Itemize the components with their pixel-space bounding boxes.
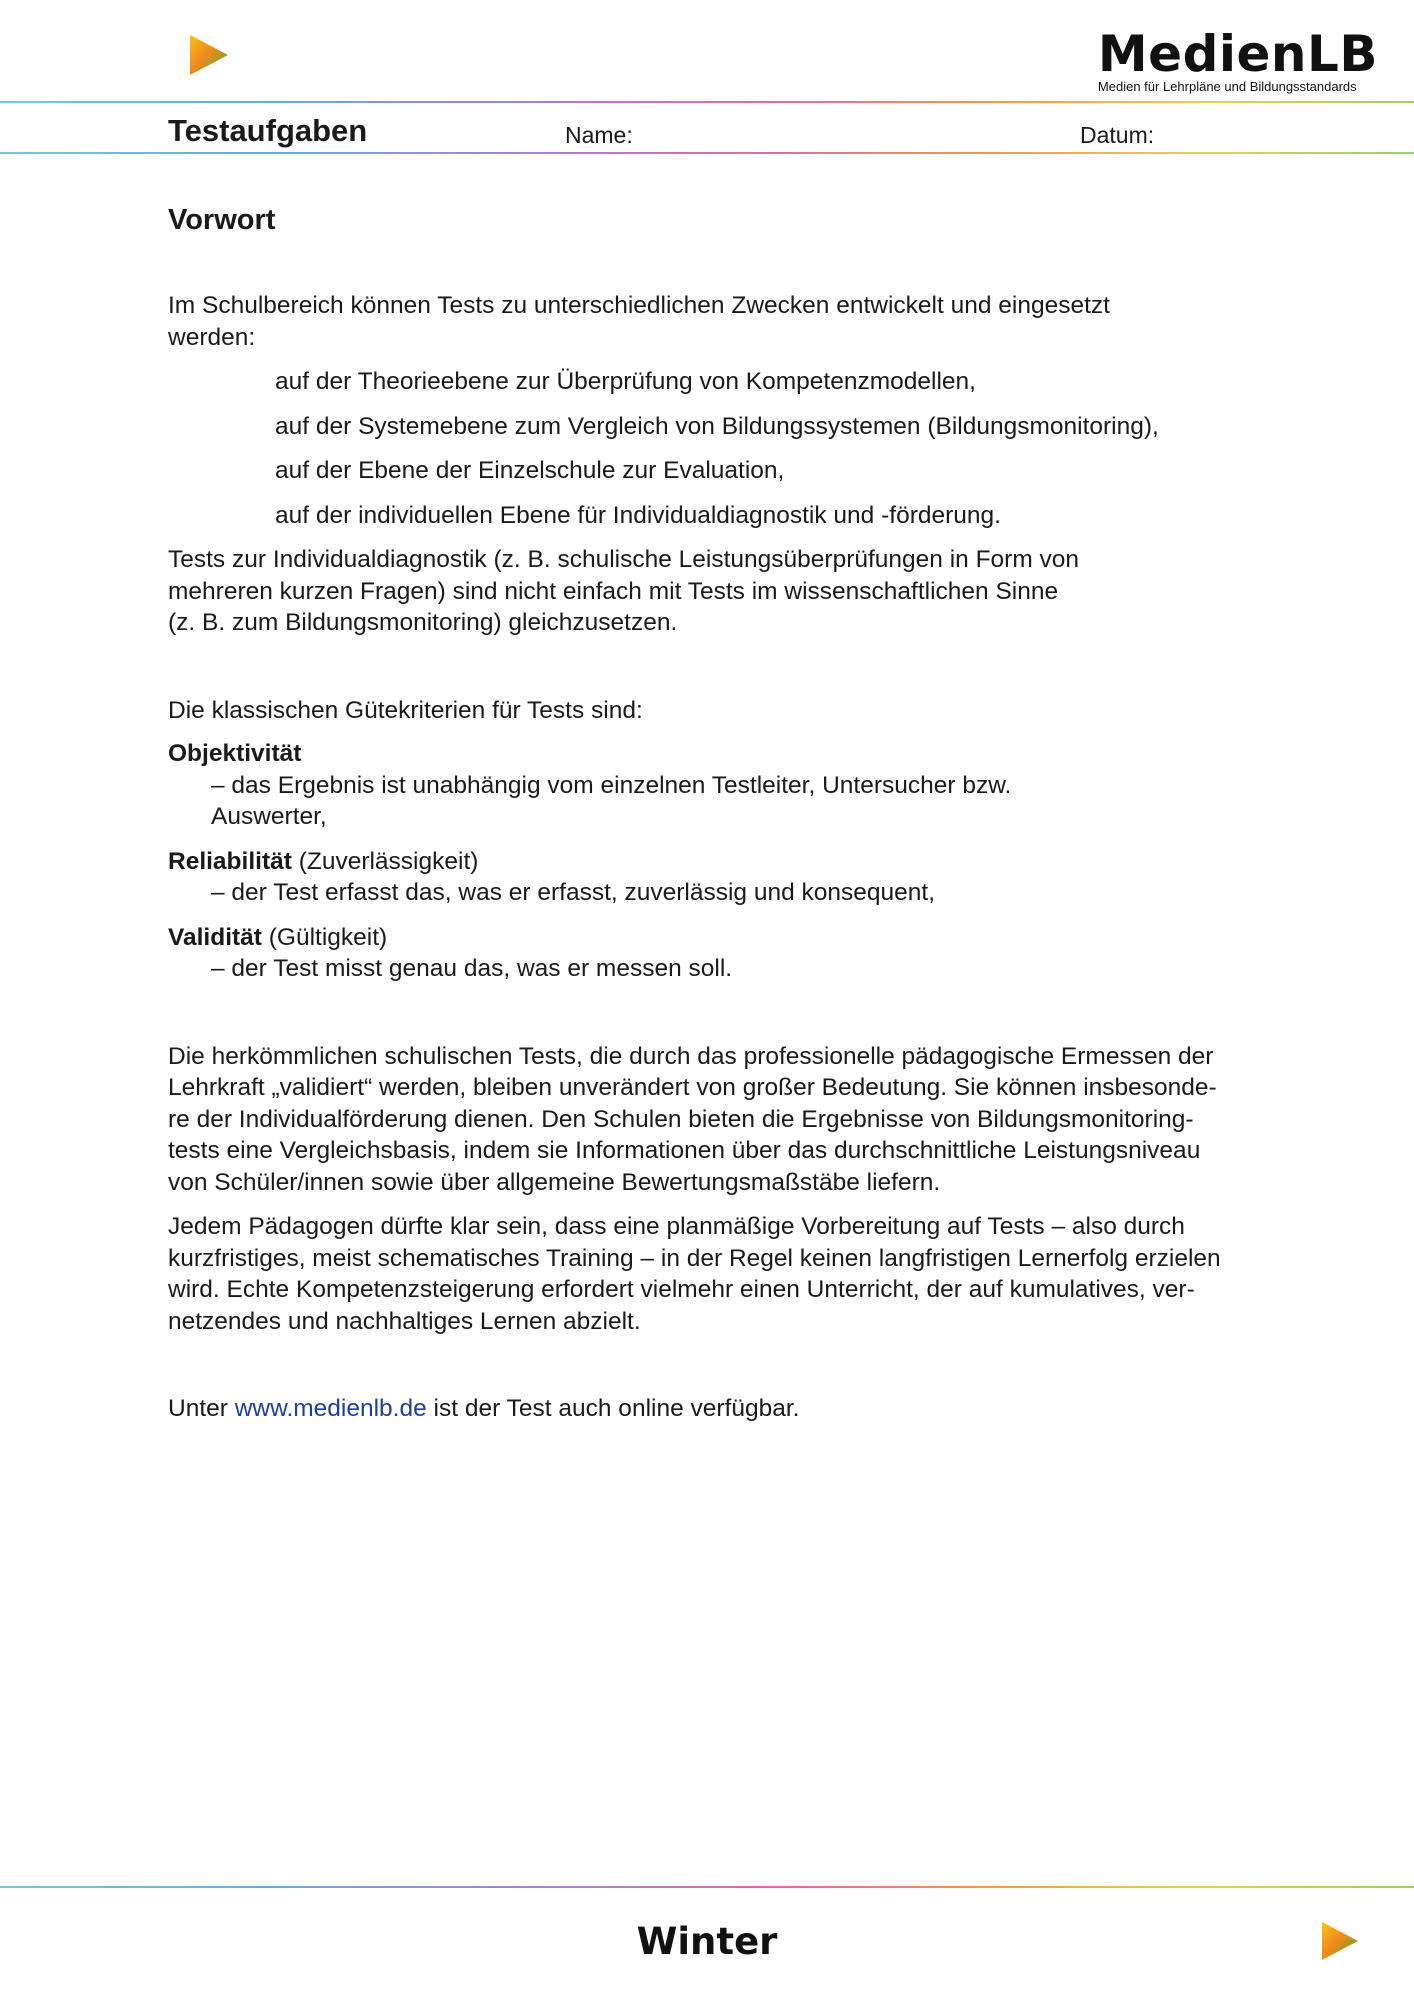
criterion-note: (Zuverlässigkeit)	[291, 847, 479, 875]
paragraph-line: re der Individualförderung dienen. Den Schulen bieten die Ergebnisse von Bildungsmonitoring-	[168, 1105, 1194, 1133]
criterion-description: – der Test misst genau das, was er messen soll.	[211, 955, 733, 982]
play-arrow-icon	[1320, 1920, 1360, 1962]
paragraph-line: (z. B. zum Bildungsmonitoring) gleichzusetzen.	[168, 609, 678, 636]
footer-divider	[0, 1886, 1414, 1888]
criterion-term: Objektivität	[168, 740, 302, 767]
criterion-description	[168, 770, 1308, 833]
website-link[interactable]: www.medienlb.de	[234, 1395, 427, 1422]
criterion-line: Auswerter,	[211, 803, 327, 830]
diagnostics-paragraph	[168, 544, 1308, 639]
online-suffix: ist der Test auch online verfügbar.	[426, 1395, 800, 1422]
brand-tagline: Medien für Lehrpläne und Bildungsstandards	[1097, 79, 1357, 94]
criterion-note: (Gültigkeit)	[261, 923, 388, 951]
criterion-reliability	[168, 846, 1308, 909]
list-item: auf der Theorieebene zur Überprüfung von Kompetenzmodellen,	[275, 368, 976, 395]
paragraph-line: Die herkömmlichen schulischen Tests, die durch das professionelle pädagogische Ermessen der	[168, 1042, 1214, 1070]
name-label: Name:	[565, 122, 633, 148]
criteria-intro: Die klassischen Gütekriterien für Tests sind:	[168, 696, 643, 724]
criterion-description: – der Test erfasst das, was er erfasst, zuverlässig und konsequent,	[211, 879, 936, 906]
paragraph-line: mehreren kurzen Fragen) sind nicht einfach mit Tests im wissenschaftlichen Sinne	[168, 577, 1059, 605]
worksheet-title: Testaufgaben	[168, 113, 368, 148]
paragraph-line: Jedem Pädagogen dürfte klar sein, dass eine planmäßige Vorbereitung auf Tests – also durch	[168, 1213, 1185, 1240]
body-paragraph	[168, 1041, 1308, 1199]
intro-line: werden:	[168, 323, 256, 351]
list-item: auf der Systemebene zum Vergleich von Bildungssystemen (Bildungsmonitoring),	[275, 412, 1159, 440]
footer-title: Winter	[636, 1920, 778, 1963]
criterion-line: – das Ergebnis ist unabhängig vom einzelnen Testleiter, Untersucher bzw.	[211, 771, 1012, 799]
intro-line: Im Schulbereich können Tests zu unterschiedlichen Zwecken entwickelt und eingesetzt	[168, 292, 1110, 319]
online-note	[168, 1393, 1308, 1425]
criterion-term: Validität	[168, 923, 262, 951]
play-arrow-icon	[188, 33, 230, 77]
paragraph-line: tests eine Vergleichsbasis, indem sie Informationen über das durchschnittliche Leistungsniveau	[168, 1137, 1201, 1164]
list-item: auf der Ebene der Einzelschule zur Evaluation,	[275, 457, 785, 484]
list-item: auf der individuellen Ebene für Individualdiagnostik und -förderung.	[275, 501, 1001, 529]
online-prefix: Unter	[168, 1395, 235, 1422]
header-divider-top	[0, 101, 1414, 103]
paragraph-line: Lehrkraft „validiert“ werden, bleiben unverändert von großer Bedeutung. Sie können insbesonde-	[168, 1074, 1217, 1101]
body-paragraph	[168, 1211, 1308, 1337]
criterion-validity	[168, 922, 1308, 985]
paragraph-line: von Schüler/innen sowie über allgemeine Bewertungsmaßstäbe liefern.	[168, 1168, 941, 1196]
header-divider-bottom	[0, 152, 1414, 154]
criterion-term: Reliabilität	[168, 847, 292, 875]
date-label: Datum:	[1080, 122, 1155, 148]
intro-paragraph	[168, 290, 1308, 353]
paragraph-line: Tests zur Individualdiagnostik (z. B. schulische Leistungsüberprüfungen in Form von	[168, 546, 1080, 573]
main-content	[168, 200, 1308, 1425]
paragraph-line: netzendes und nachhaltiges Lernen abzielt.	[168, 1307, 641, 1335]
brand-logo	[1098, 26, 1378, 94]
paragraph-line: wird. Echte Kompetenzsteigerung erfordert vielmehr einen Unterricht, der auf kumulatives, ver-	[168, 1276, 1195, 1303]
criterion-objectivity	[168, 738, 1308, 833]
paragraph-line: kurzfristiges, meist schematisches Training – in der Regel keinen langfristigen Lernerfolg erzielen	[168, 1244, 1221, 1272]
section-heading: Vorwort	[168, 204, 276, 236]
brand-name: MedienLB	[1097, 25, 1378, 83]
